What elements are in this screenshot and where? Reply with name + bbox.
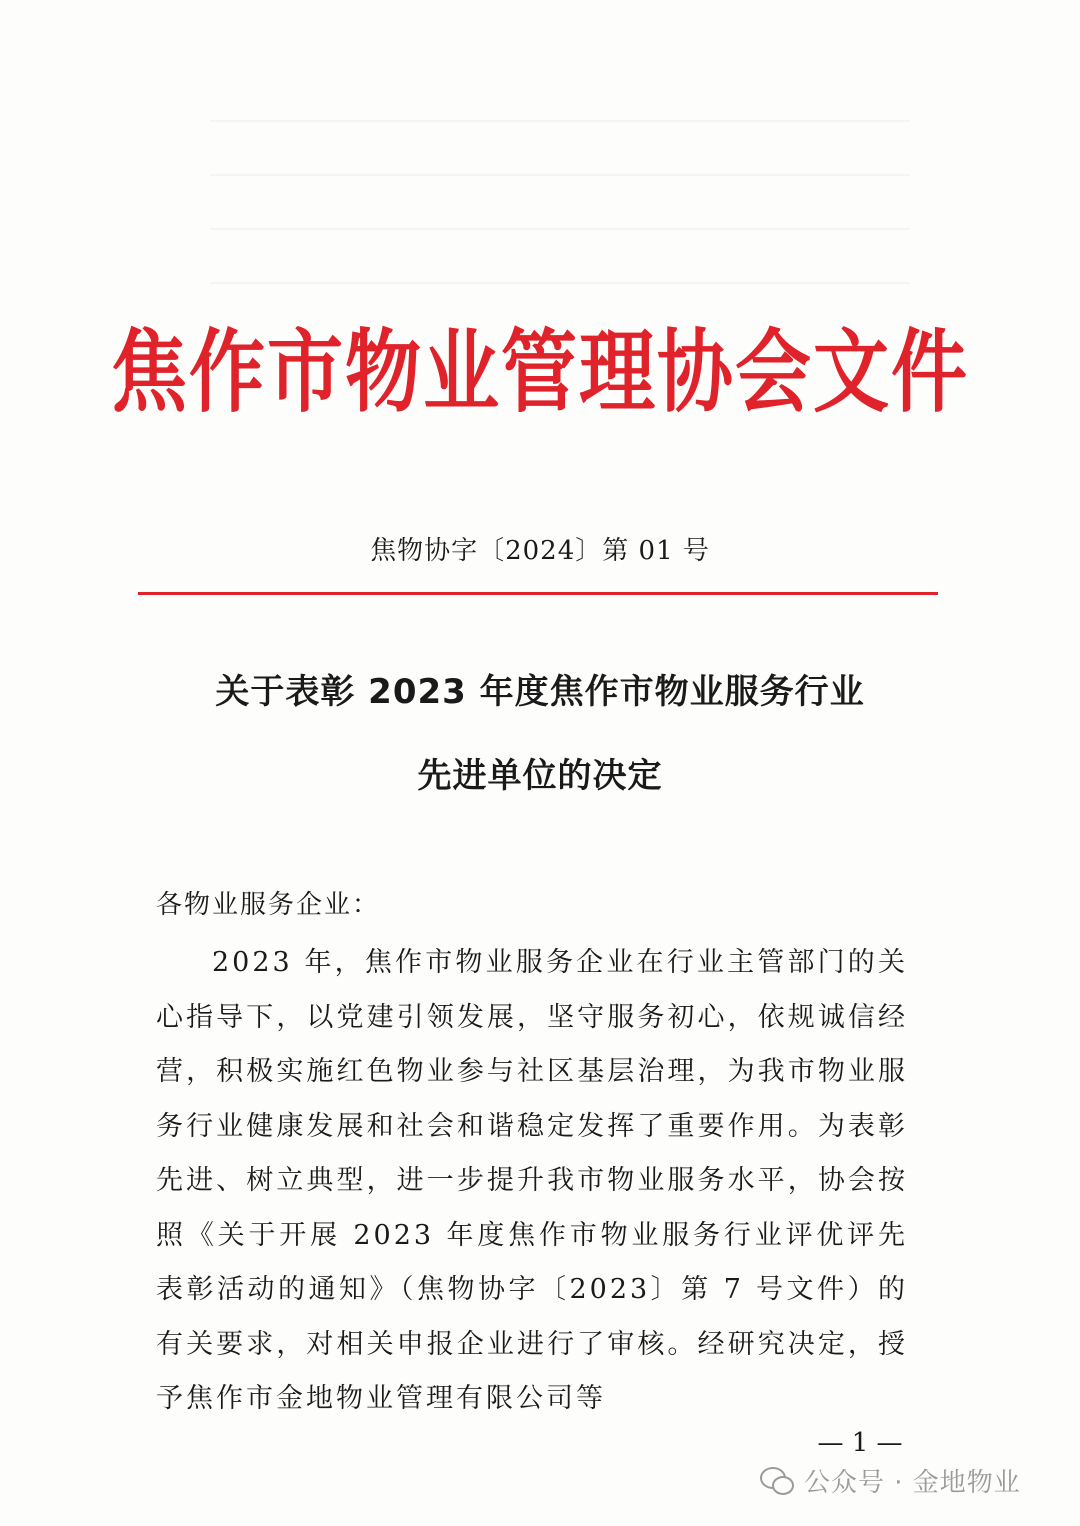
salutation: 各物业服务企业： bbox=[156, 890, 381, 920]
red-divider-line bbox=[138, 592, 938, 595]
watermark-text: 公众号 · 金地物业 bbox=[804, 1468, 1021, 1498]
document-number: 焦物协字〔2024〕第 01 号 bbox=[370, 536, 710, 566]
background-bleed-through bbox=[210, 120, 910, 336]
document-title-line-1: 关于表彰 2023 年度焦作市物业服务行业 bbox=[215, 672, 865, 712]
watermark bbox=[760, 1462, 1021, 1499]
document-header-title: 焦作市物业管理协会文件 bbox=[111, 319, 969, 425]
document-title-line-2: 先进单位的决定 bbox=[417, 756, 663, 796]
body-paragraph: 2023 年，焦作市物业服务企业在行业主管部门的关心指导下，以党建引领发展，坚守服务初心，依规诚信经营，积极实施红色物业参与社区基层治理，为我市物业服务行业健康发展和社会和谐稳定发挥了重要作用。为表彰先进、树立典型，进一步提升我市物业服务水平，协会按照《关于开展 2023 年度焦作市物业服务行业评优评先表彰活动的通知》（焦物协字〔2023〕第 7 号文件）的有关要求，对相关申报企业进行了审核。经研究决定，授予焦作市金地物业管理有限公司等 bbox=[156, 947, 908, 1414]
wechat-icon bbox=[760, 1467, 794, 1495]
page-number: — 1 — bbox=[817, 1428, 903, 1458]
